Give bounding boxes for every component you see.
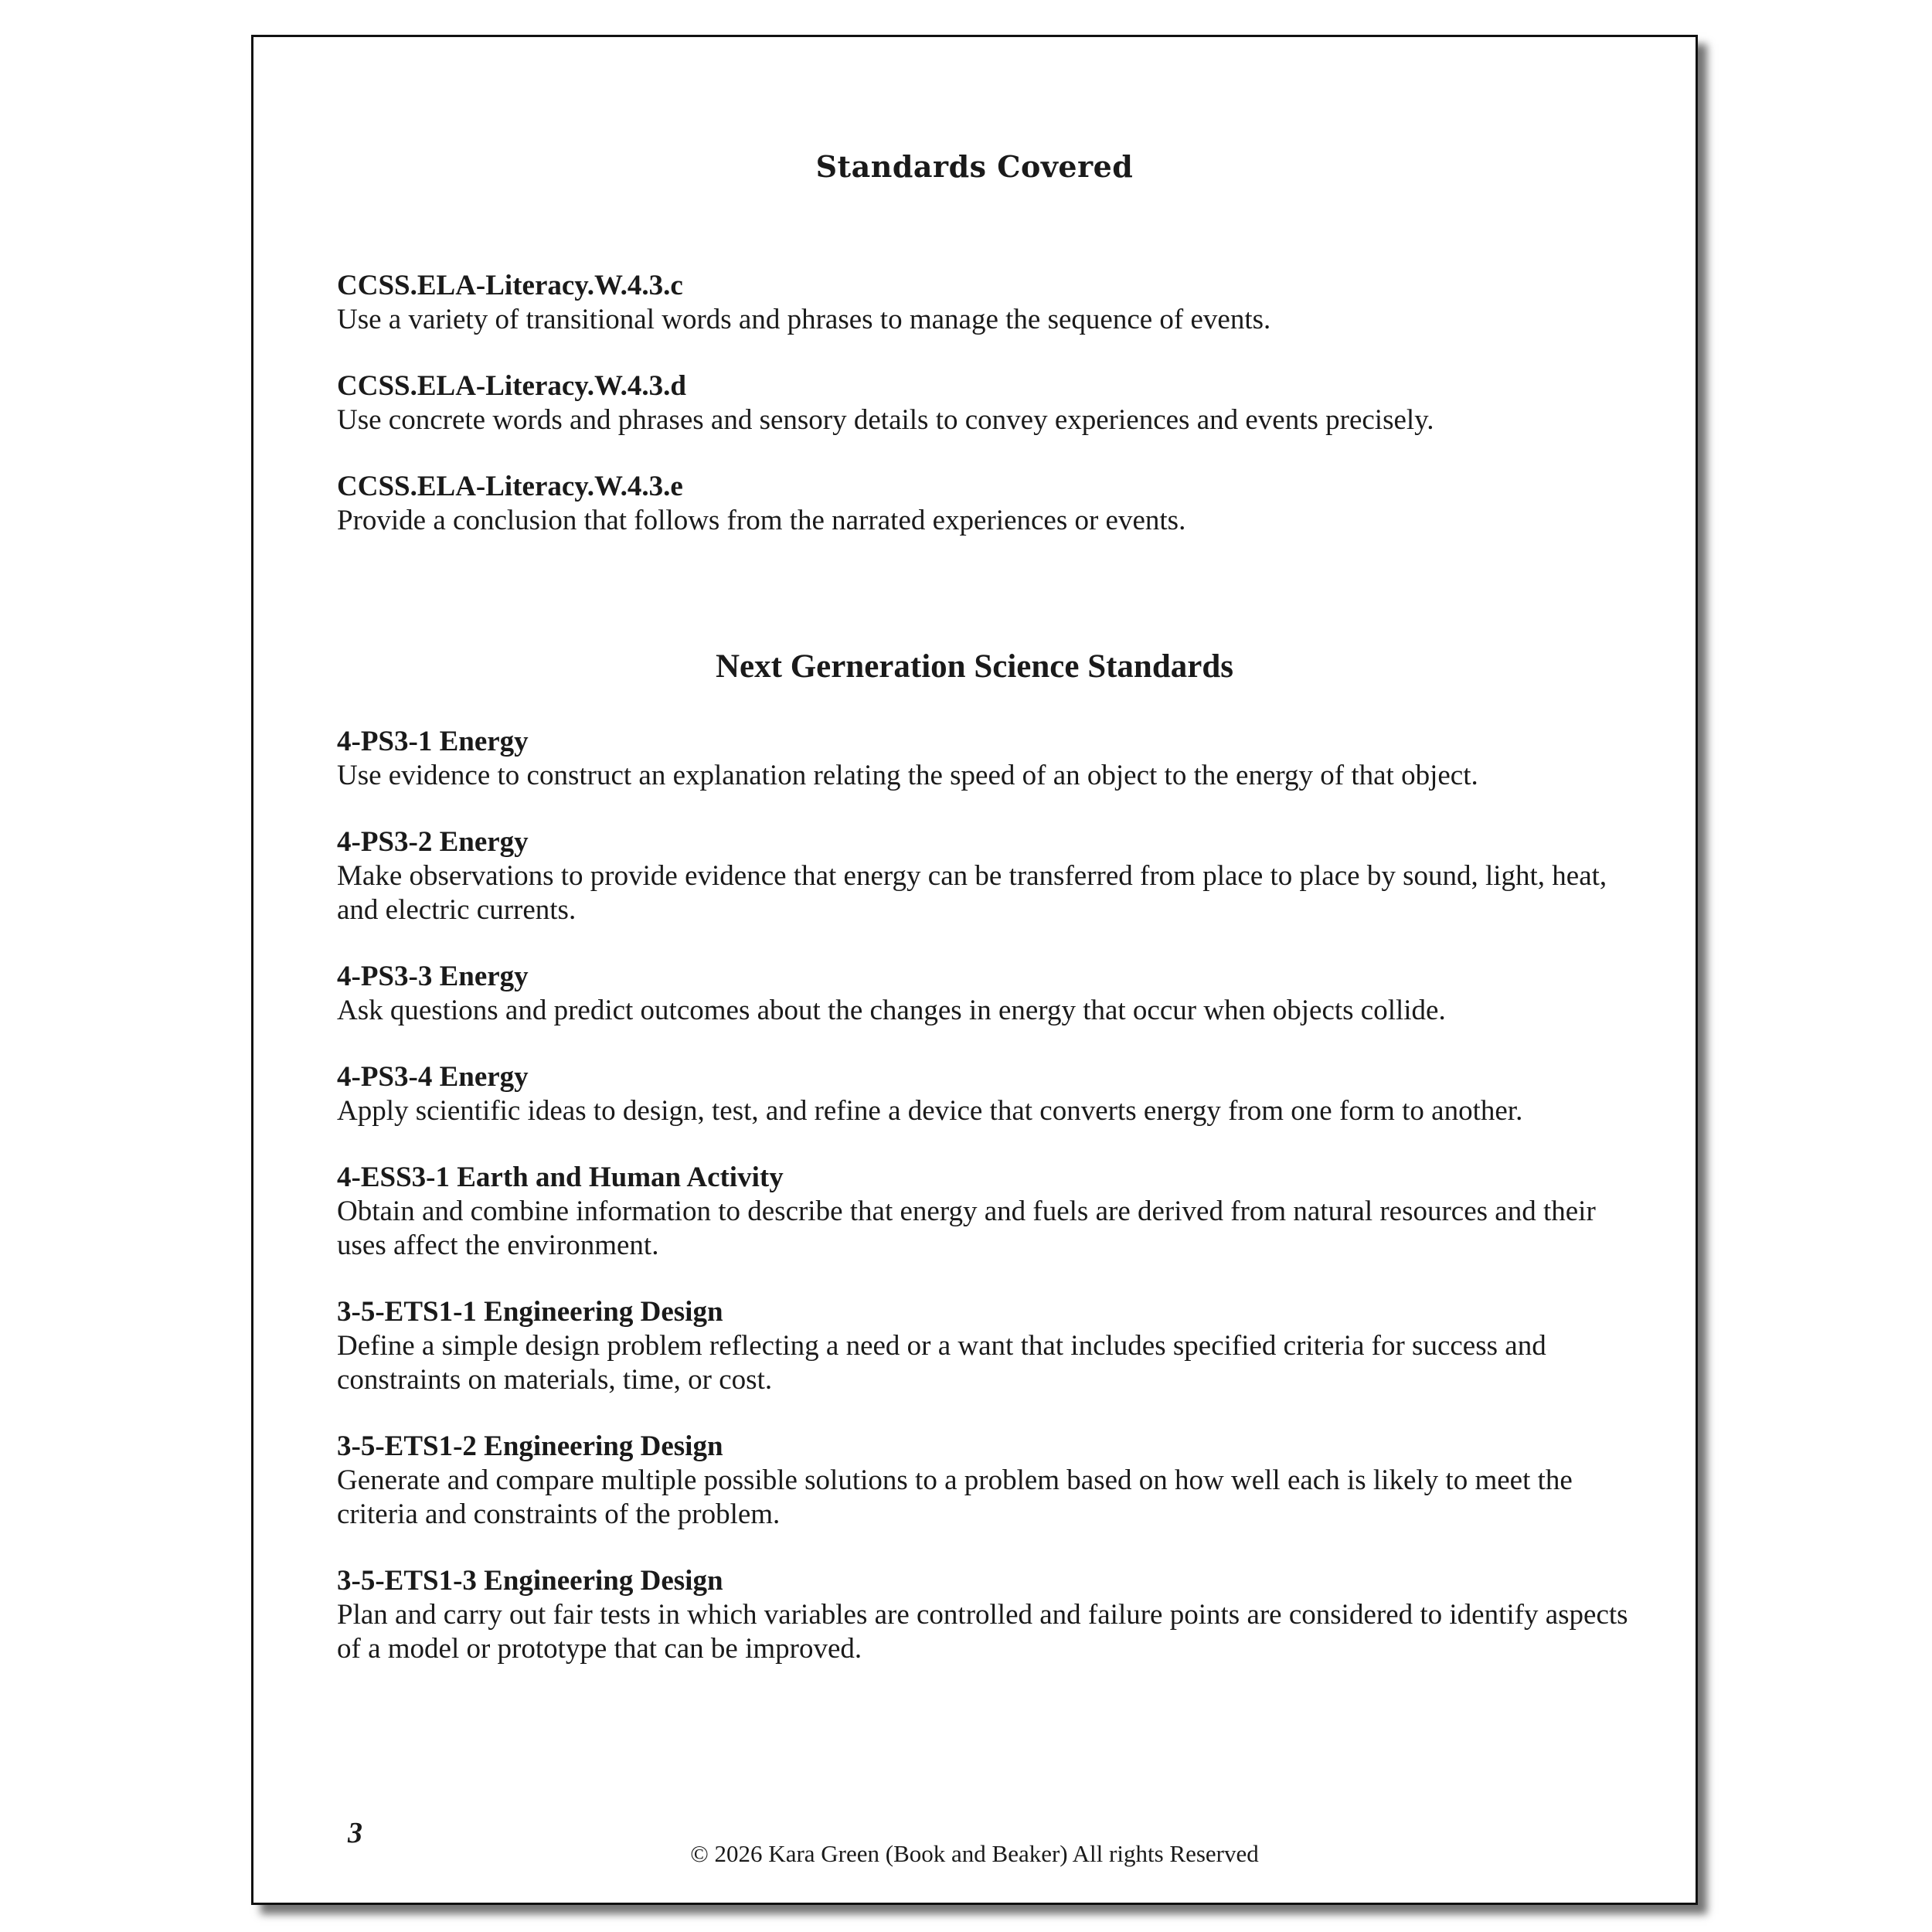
standard-item: [337, 1430, 1635, 1532]
standard-code: 3-5-ETS1-1 Engineering Design: [337, 1296, 723, 1328]
standard-item: [337, 960, 1635, 1028]
standard-code: CCSS.ELA-Literacy.W.4.3.c: [337, 270, 683, 301]
copyright-notice: © 2026 Kara Green (Book and Beaker) All rights Reserved: [690, 1840, 1259, 1867]
page-number: 3: [348, 1817, 362, 1849]
standard-description: Obtain and combine information to describe that energy and fuels are derived from natural resources and their uses affect the environment.: [337, 1196, 1596, 1261]
page-title: Standards Covered: [815, 149, 1134, 184]
standard-description: Use evidence to construct an explanation relating the speed of an object to the energy of that object.: [337, 760, 1478, 791]
standard-code: 4-PS3-1 Energy: [337, 726, 529, 757]
standard-code: 4-PS3-4 Energy: [337, 1061, 529, 1093]
standard-description: Plan and carry out fair tests in which variables are controlled and failure points are considered to identify aspects of a model or prototype that can be improved.: [337, 1599, 1628, 1665]
standard-item: [337, 1564, 1635, 1666]
standard-code: CCSS.ELA-Literacy.W.4.3.d: [337, 370, 686, 402]
ela-standards-list: [337, 269, 1635, 570]
standard-code: 4-PS3-3 Energy: [337, 961, 529, 992]
ngss-heading: Next Gerneration Science Standards: [715, 648, 1233, 685]
standard-code: 4-PS3-2 Energy: [337, 826, 529, 858]
standard-item: [337, 825, 1635, 927]
standard-item: [337, 1295, 1635, 1397]
standard-description: Use concrete words and phrases and sensory details to convey experiences and events precisely.: [337, 404, 1434, 436]
document-page: [251, 35, 1698, 1905]
standard-code: 4-ESS3-1 Earth and Human Activity: [337, 1162, 784, 1193]
ngss-standards-list: [337, 725, 1635, 1699]
standard-item: [337, 725, 1635, 793]
standard-code: 3-5-ETS1-2 Engineering Design: [337, 1430, 723, 1462]
standard-description: Define a simple design problem reflecting a need or a want that includes specified criteria for success and constraints on materials, time, or cost.: [337, 1330, 1546, 1396]
standard-item: [337, 470, 1635, 538]
standard-description: Ask questions and predict outcomes about the changes in energy that occur when objects collide.: [337, 995, 1446, 1026]
standard-item: [337, 369, 1635, 437]
standard-code: CCSS.ELA-Literacy.W.4.3.e: [337, 471, 683, 502]
standard-description: Generate and compare multiple possible solutions to a problem based on how well each is likely to meet the criteria and constraints of the problem.: [337, 1464, 1573, 1530]
standard-description: Use a variety of transitional words and phrases to manage the sequence of events.: [337, 304, 1271, 335]
standard-item: [337, 1161, 1635, 1263]
standard-description: Provide a conclusion that follows from the narrated experiences or events.: [337, 505, 1186, 536]
standard-item: [337, 1060, 1635, 1128]
standard-description: Apply scientific ideas to design, test, and refine a device that converts energy from one form to another.: [337, 1095, 1523, 1127]
standard-description: Make observations to provide evidence that energy can be transferred from place to place by sound, light, heat, and electric currents.: [337, 860, 1607, 926]
standard-code: 3-5-ETS1-3 Engineering Design: [337, 1565, 723, 1597]
standard-item: [337, 269, 1635, 337]
